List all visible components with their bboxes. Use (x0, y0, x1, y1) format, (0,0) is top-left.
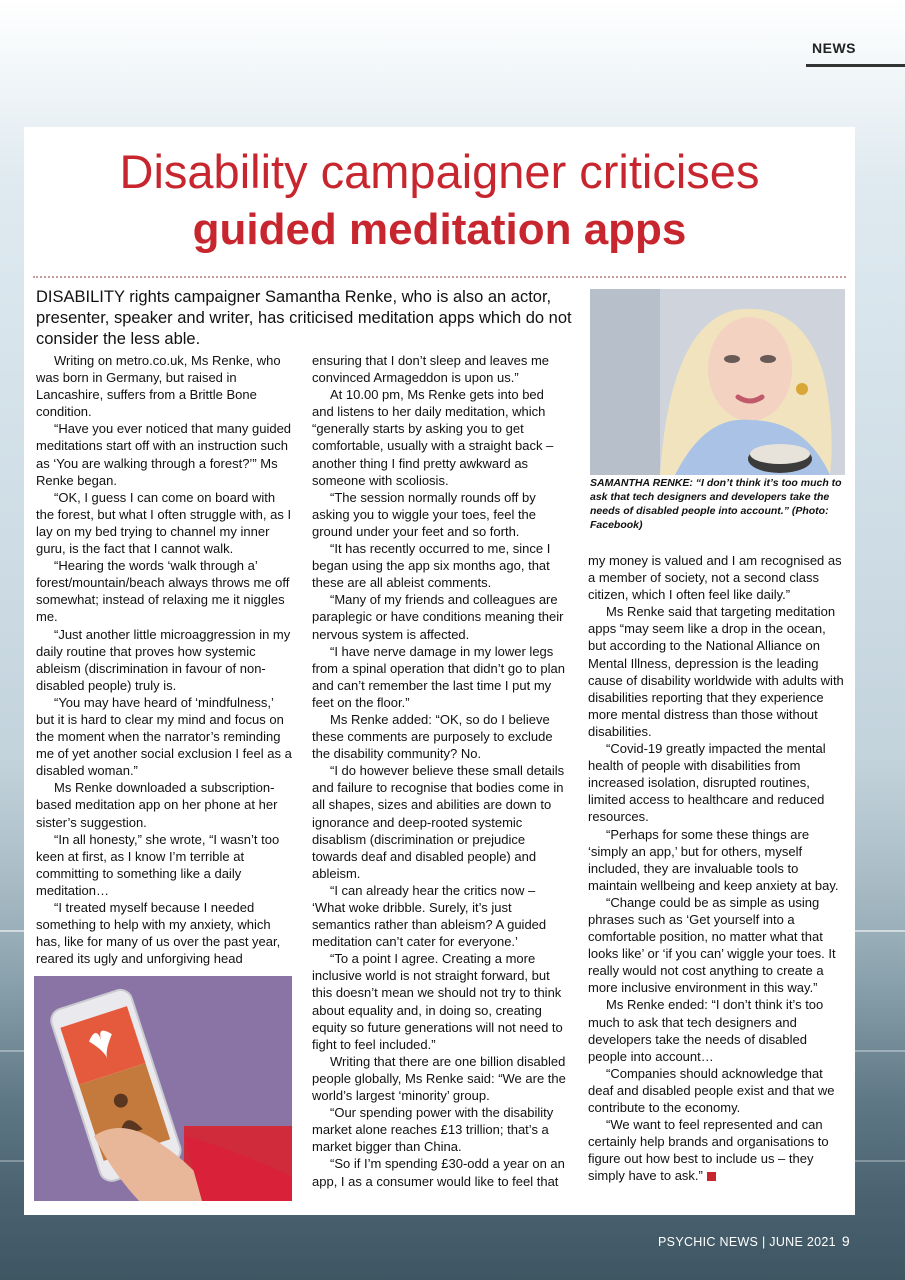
phone-illustration (34, 976, 292, 1201)
article-panel (24, 127, 855, 1215)
paragraph: “Our spending power with the disability market alone reaches £13 trillion; that’s a market bigger than China. (312, 1105, 554, 1155)
paragraph: Ms Renke added: “OK, so do I believe these comments are purposely to exclude the disability community? No. (312, 711, 553, 762)
paragraph: “I have nerve damage in my lower legs from a spinal operation that didn’t go to plan and can’t remember the last time I put my feet on the floor.” (312, 643, 565, 710)
article-column-1 (36, 352, 294, 967)
paragraph: “In all honesty,” she wrote, “I wasn’t too keen at first, as I know I’m terrible at committing to something like a daily meditation… (36, 831, 280, 898)
page-number: 9 (841, 1233, 850, 1249)
paragraph: “So if I’m spending £30-odd a year on an app, I as a consumer would like to feel that (312, 1156, 565, 1189)
portrait-illustration (590, 289, 845, 475)
paragraph: “Have you ever noticed that many guided meditations start off with an instruction such as ‘You are walking through a forest?’” Ms Renke began. (36, 421, 292, 488)
section-tag-rule (806, 64, 905, 67)
article-column-3 (588, 552, 844, 1184)
paragraph: Writing on metro.co.uk, Ms Renke, who was born in Germany, but raised in Lancashire, suffers from a Brittle Bone condition. (36, 353, 281, 420)
paragraph (588, 1116, 844, 1184)
paragraph: “Hearing the words ‘walk through a’ forest/mountain/beach always throws me off somewhat; instead of relaxing me it niggles me. (36, 558, 290, 625)
page-footer (610, 1233, 850, 1249)
headline-divider (33, 276, 846, 278)
paragraph: “You may have heard of ‘mindfulness,’ but it is hard to clear my mind and focus on the moment when the narrator’s reminding me of yet another social exclusion I feel as a disabled woman.” (36, 694, 292, 779)
paragraph: “To a point I agree. Creating a more inclusive world is not straight forward, but this doesn’t mean we should not try to think about equality and, in doing so, creating equity so future generations will not need to fight to feel included.” (312, 951, 563, 1052)
paragraph: Ms Renke ended: “I don’t think it’s too much to ask that tech designers and developers take the needs of disabled people into account… (588, 997, 824, 1064)
paragraph: Ms Renke downloaded a subscription-based meditation app on her phone at her sister’s suggestion. (36, 780, 278, 830)
end-of-article-mark (707, 1172, 716, 1181)
headline-line-2: guided meditation apps (192, 205, 687, 254)
phone-meditation-photo (34, 976, 292, 1201)
paragraph: “Covid-19 greatly impacted the mental health of people with disabilities from increased isolation, disrupted routines, limited access to healthcare and reduced resources. (588, 741, 826, 825)
paragraph: “It has recently occurred to me, since I began using the app six months ago, that these are all ableist comments. (312, 541, 551, 591)
footer-publication: PSYCHIC NEWS | JUNE 2021 (658, 1235, 836, 1249)
paragraph: “Perhaps for some these things are ‘simply an app,’ but for others, myself included, they are invaluable tools to maintain wellbeing and keep anxiety at bay. (588, 826, 839, 893)
paragraph: “I treated myself because I needed something to help with my anxiety, which has, like for many of us over the past year, reared its ugly and unforgiving head (36, 900, 281, 967)
paragraph: “The session normally rounds off by asking you to wiggle your toes, feel the ground under your feet and so forth. (312, 489, 537, 539)
section-tag: NEWS (812, 40, 856, 56)
paragraph: “I do however believe these small details and failure to recognise that bodies come in all shapes, sizes and abilities are down to ignorance and deep-rooted systemic disablism (discrimination or prejudice towards deaf and disabled people) and ableism. (312, 763, 565, 881)
paragraph: “Change could be as simple as using phrases such as ‘Get yourself into a comfortable position, no matter what that looks like’ or ‘if you can’ wiggle your toes. It really would not cost anything to create a more inclusive environment in this way.” (588, 894, 836, 996)
paragraph: “Companies should acknowledge that deaf and disabled people exist and that we contribute to the economy. (588, 1065, 835, 1115)
standfirst: DISABILITY rights campaigner Samantha Renke, who is also an actor, presenter, speaker and writer, has criticised meditation apps which do not consider the less able. (36, 288, 572, 348)
photo-caption: SAMANTHA RENKE: “I don’t think it’s too much to ask that tech designers and developers take the needs of disabled people into account.” (Photo: Facebook) (590, 477, 842, 531)
paragraph: my money is valued and I am recognised as a member of society, not a second class citizen, which I often feel like daily.” (588, 553, 842, 603)
paragraph: Ms Renke said that targeting meditation apps “may seem like a drop in the ocean, but according to the National Alliance on Mental Illness, depression is the leading cause of disability worldwide with adults with disabilities reporting that they experience more mental distress than those without disabilities. (588, 604, 844, 739)
headline-line-1: Disability campaigner criticises (119, 145, 760, 198)
paragraph: “Many of my friends and colleagues are paraplegic or have conditions meaning their nervous system is affected. (312, 592, 564, 642)
samantha-renke-photo (590, 289, 845, 475)
paragraph: Writing that there are one billion disabled people globally, Ms Renke said: “We are the world’s largest ‘minority’ group. (312, 1053, 566, 1104)
paragraph: “OK, I guess I can come on board with the forest, but what I often struggle with, as I lay on my bed trying to channel my inner guru, is the fact that I cannot walk. (36, 489, 292, 557)
paragraph: At 10.00 pm, Ms Renke gets into bed and listens to her daily meditation, which “generally starts by asking you to get comfortable, usually with a straight back – another thing I find pretty awkward as someone with scoliosis. (312, 387, 554, 488)
paragraph: “I can already hear the critics now – ‘What woke dribble. Surely, it’s just semantics rather than ableism? A guided meditation can’t cater for everyone.’ (312, 882, 547, 950)
paragraph: ensuring that I don’t sleep and leaves me convinced Armageddon is upon us.” (312, 353, 550, 386)
paragraph: “Just another little microaggression in my daily routine that proves how systemic ableism (discrimination in favour of non-disabled people) truly is. (36, 626, 291, 693)
article-column-2 (312, 352, 568, 1190)
final-paragraph-text: “We want to feel represented and can certainly help brands and organisations to figure out how best to include us – they simply have to ask.” (588, 1117, 829, 1184)
